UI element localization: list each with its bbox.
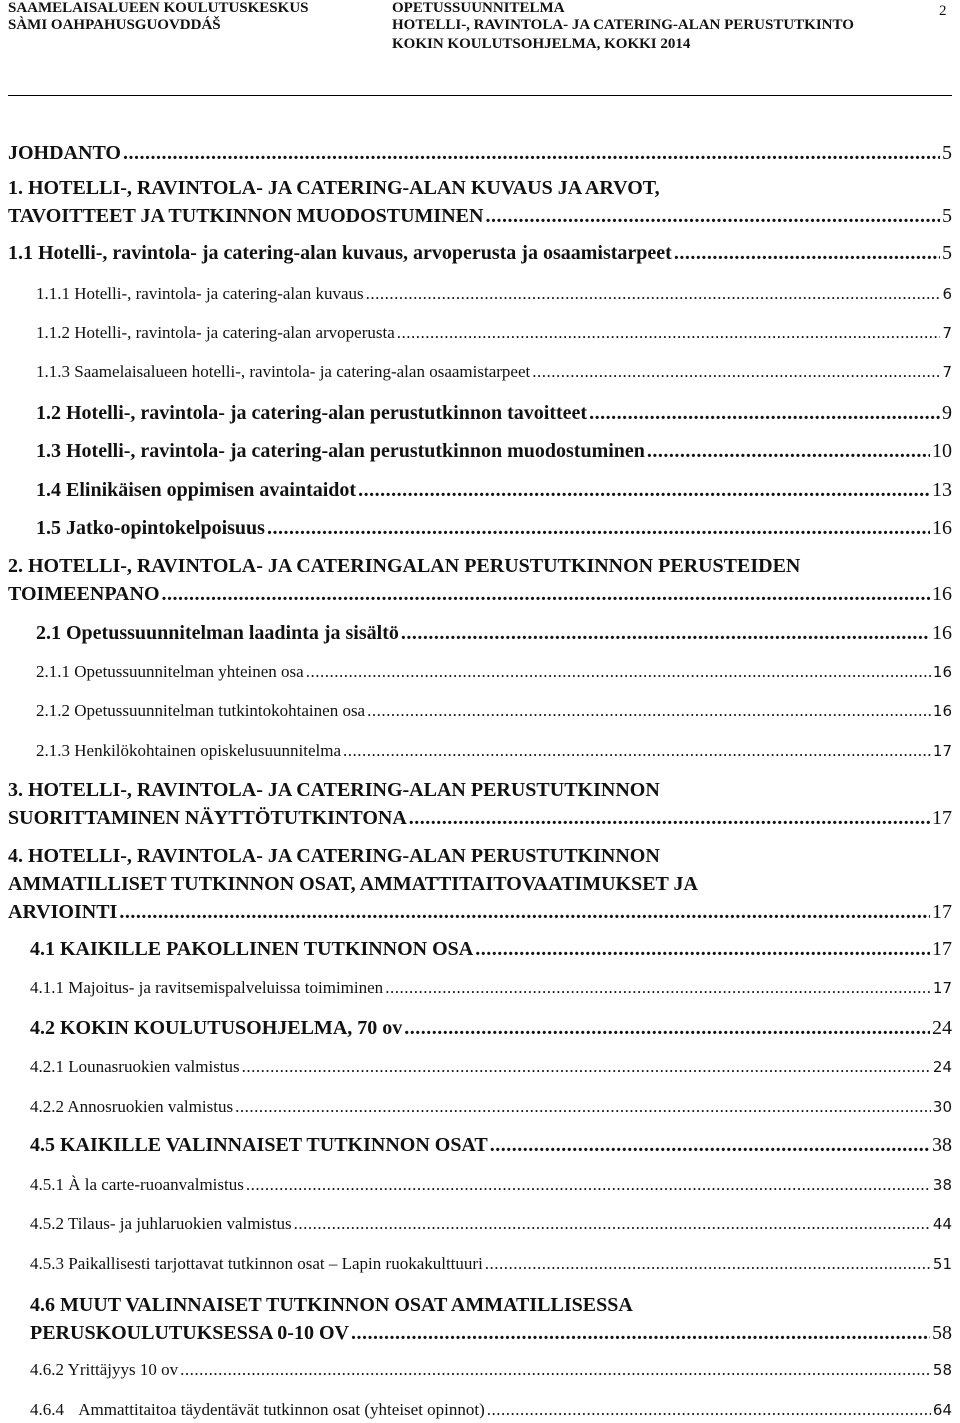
toc-entry-1-1[interactable]: 1.1 Hotelli-, ravintola- ja catering-alan kuvaus, arvoperusta ja osaamistarpeet ..... 5 [8,240,952,266]
toc-entry-1-1-1[interactable]: 1.1.1 Hotelli-, ravintola- ja catering-alan kuvaus ..... 6 [36,281,952,307]
toc-entry-4-2-1[interactable]: 4.2.1 Lounasruokien valmistus ..... 24 [30,1054,952,1080]
toc-entry-2-1[interactable]: 2.1 Opetussuunnitelman laadinta ja sisältö ..... 16 [36,620,952,646]
page-header [0,0,960,96]
toc-entry-3-line1[interactable]: 3. HOTELLI-, RAVINTOLA- JA CATERING-ALAN PERUSTUTKINNON [8,779,660,801]
toc-entry-4-6-2[interactable]: 4.6.2 Yrittäjyys 10 ov ..... 58 [30,1357,952,1383]
toc-entry-1-2[interactable]: 1.2 Hotelli-, ravintola- ja catering-alan perustutkinnon tavoitteet ..... 9 [36,400,952,426]
toc-entry-4-1[interactable]: 4.1 KAIKILLE PAKOLLINEN TUTKINNON OSA ..... 17 [30,936,952,962]
toc-entry-4-5-3[interactable]: 4.5.3 Paikallisesti tarjottavat tutkinnon osat – Lapin ruokakulttuuri ..... 51 [30,1251,952,1277]
toc-entry-1-4[interactable]: 1.4 Elinikäisen oppimisen avaintaidot ..... 13 [36,477,952,503]
toc-entry-4-6-line1[interactable]: 4.6 MUUT VALINNAISET TUTKINNON OSAT AMMATILLISESSA [30,1294,633,1316]
toc-entry-4-line2[interactable]: AMMATILLISET TUTKINNON OSAT, AMMATTITAITOVAATIMUKSET JA [8,873,698,895]
toc-entry-1[interactable]: TAVOITTEET JA TUTKINNON MUODOSTUMINEN ..... 5 [8,203,952,229]
toc-entry-4-2[interactable]: 4.2 KOKIN KOULUTUSOHJELMA, 70 ov ..... 24 [30,1015,952,1041]
toc-entry-2-1-2[interactable]: 2.1.2 Opetussuunnitelman tutkintokohtainen osa ..... 16 [36,698,952,724]
toc-entry-4-5-1[interactable]: 4.5.1 À la carte-ruoanvalmistus ..... 38 [30,1172,952,1198]
toc-entry-3[interactable]: SUORITTAMINEN NÄYTTÖTUTKINTONA ..... 17 [8,805,952,831]
toc-entry-4-5[interactable]: 4.5 KAIKILLE VALINNAISET TUTKINNON OSAT ..... 38 [30,1132,952,1158]
toc-entry-1-3[interactable]: 1.3 Hotelli-, ravintola- ja catering-alan perustutkinnon muodostuminen ..... 10 [36,438,952,464]
toc-entry-4-2-2[interactable]: 4.2.2 Annosruokien valmistus ..... 30 [30,1094,952,1120]
header-degree: HOTELLI-, RAVINTOLA- JA CATERING-ALAN PERUSTUTKINTO [392,17,854,33]
toc-entry-2[interactable]: TOIMEENPANO ..... 16 [8,581,952,607]
toc-entry-johdanto[interactable]: JOHDANTO ..... 5 [8,140,952,166]
toc-entry-1-1-2[interactable]: 1.1.2 Hotelli-, ravintola- ja catering-alan arvoperusta ..... 7 [36,320,952,346]
toc-entry-2-1-1[interactable]: 2.1.1 Opetussuunnitelman yhteinen osa ..... 16 [36,659,952,685]
toc-entry-4-1-1[interactable]: 4.1.1 Majoitus- ja ravitsemispalveluissa toimiminen ..... 17 [30,975,952,1001]
toc-entry-4-line1[interactable]: 4. HOTELLI-, RAVINTOLA- JA CATERING-ALAN PERUSTUTKINNON [8,845,660,867]
toc-entry-4-5-2[interactable]: 4.5.2 Tilaus- ja juhlaruokien valmistus ..... 44 [30,1211,952,1237]
toc-entry-4-6[interactable]: PERUSKOULUTUKSESSA 0-10 OV ..... 58 [30,1320,952,1346]
header-organization-sami: SÀMI OAHPAHUSGUOVDDÁŠ [8,17,221,33]
toc-entry-1-line1[interactable]: 1. HOTELLI-, RAVINTOLA- JA CATERING-ALAN KUVAUS JA ARVOT, [8,177,660,199]
toc-entry-4-6-4-title: Ammattitaitoa täydentävät tutkinnon osat (yhteiset opinnot) [78,1400,485,1419]
header-program: KOKIN KOULUTSOHJELMA, KOKKI 2014 [392,36,691,52]
toc-entry-4-6-4[interactable]: 4.6.4 Ammattitaitoa täydentävät tutkinnon osat (yhteiset opinnot) ..... 64 [30,1397,952,1423]
toc-entry-1-1-3[interactable]: 1.1.3 Saamelaisalueen hotelli-, ravintola- ja catering-alan osaamistarpeet ..... 7 [36,359,952,385]
toc-entry-2-1-3[interactable]: 2.1.3 Henkilökohtainen opiskelusuunnitelma ..... 17 [36,738,952,764]
header-document-type: OPETUSSUUNNITELMA [392,0,565,16]
toc-entry-1-5[interactable]: 1.5 Jatko-opintokelpoisuus ..... 16 [36,515,952,541]
page-number: 2 [939,3,947,19]
toc-entry-4-6-4-number: 4.6.4 [30,1400,64,1419]
header-organization: SAAMELAISALUEEN KOULUTUSKESKUS [8,0,309,16]
toc-entry-2-line1[interactable]: 2. HOTELLI-, RAVINTOLA- JA CATERINGALAN PERUSTUTKINNON PERUSTEIDEN [8,555,801,577]
toc-entry-4[interactable]: ARVIOINTI ..... 17 [8,899,952,925]
header-rule [8,95,952,96]
